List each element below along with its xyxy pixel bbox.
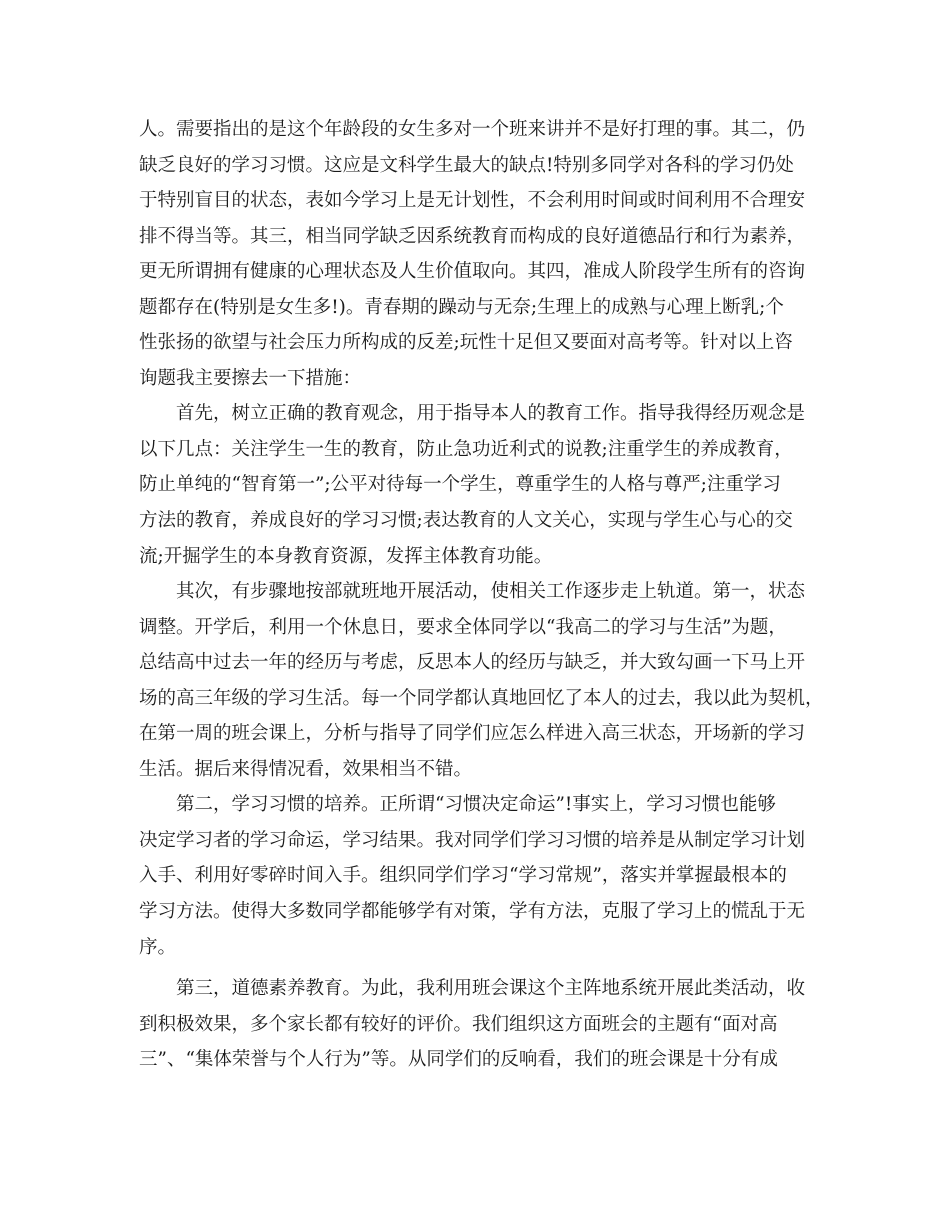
text-line: 场的高三年级的学习生活。每一个同学都认真地回忆了本人的过去，我以此为契机， (139, 687, 824, 709)
text-line: 人。需要指出的是这个年龄段的女生多对一个班来讲并不是好打理的事。其二，仍 (139, 119, 806, 140)
text-line: 性张扬的欲望与社会压力所构成的反差;玩性十足但又要面对高考等。针对以上咨 (139, 332, 793, 354)
text-line: 方法的教育，养成良好的学习习惯;表达教育的人文关心，实现与学生心与心的交 (139, 510, 793, 532)
text-line: 首先，树立正确的教育观念，用于指导本人的教育工作。指导我得经历观念是 (139, 403, 806, 425)
text-line: 学习方法。使得大多数同学都能够学有对策，学有方法，克服了学习上的慌乱于无 (139, 901, 806, 923)
text-line: 题都存在(特别是女生多!)。青春期的躁动与无奈;生理上的成熟与心理上断乳;个 (139, 296, 784, 318)
text-line: 三”、“集体荣誉与个人行为”等。从同学们的反响看，我们的班会课是十分有成 (139, 1049, 778, 1071)
text-line: 决定学习者的学习命运，学习结果。我对同学们学习习惯的培养是从制定学习计划 (139, 829, 806, 851)
text-line: 以下几点：关注学生一生的教育，防止急功近利式的说教;注重学生的养成教育， (139, 438, 793, 460)
text-line: 流;开掘学生的本身教育资源，发挥主体教育功能。 (139, 545, 553, 567)
text-line: 到积极效果，多个家长都有较好的评价。我们组织这方面班会的主题有“面对高 (139, 1013, 778, 1035)
document-body (139, 112, 824, 1078)
text-line: 于特别盲目的状态，表如今学习上是无计划性，不会利用时间或时间利用不合理安 (139, 190, 806, 212)
text-line: 生活。据后来得情况看，效果相当不错。 (139, 758, 473, 780)
text-line: 入手、利用好零碎时间入手。组织同学们学习“学习常规”，落实并掌握最根本的 (139, 865, 787, 887)
text-line: 防止单纯的“智育第一”;公平对待每一个学生，尊重学生的人格与尊严;注重学习 (139, 474, 781, 496)
text-line: 缺乏良好的学习习惯。这应是文科学生最大的缺点!特别多同学对各科的学习仍处 (139, 154, 794, 176)
text-line: 总结高中过去一年的经历与考虑，反思本人的经历与缺乏，并大致勾画一下马上开 (139, 652, 806, 674)
text-line: 序。 (139, 936, 177, 958)
text-line: 第三，道德素养教育。为此，我利用班会课这个主阵地系统开展此类活动，收 (139, 978, 806, 1000)
text-line: 在第一周的班会课上，分析与指导了同学们应怎么样进入高三状态，开场新的学习 (139, 723, 806, 745)
text-line: 第二，学习习惯的培养。正所谓“习惯决定命运”!事实上，学习习惯也能够 (139, 794, 776, 816)
text-line: 更无所谓拥有健康的心理状态及人生价值取向。其四，准成人阶段学生所有的咨询 (139, 261, 806, 283)
text-line: 询题我主要擦去一下措施： (139, 367, 362, 389)
text-line: 调整。开学后，利用一个休息日，要求全体同学以“我高二的学习与生活”为题， (139, 616, 787, 638)
text-line: 排不得当等。其三，相当同学缺乏因系统教育而构成的良好道德品行和行为素养， (139, 225, 806, 247)
text-line: 其次，有步骤地按部就班地开展活动，使相关工作逐步走上轨道。第一，状态 (139, 581, 806, 603)
